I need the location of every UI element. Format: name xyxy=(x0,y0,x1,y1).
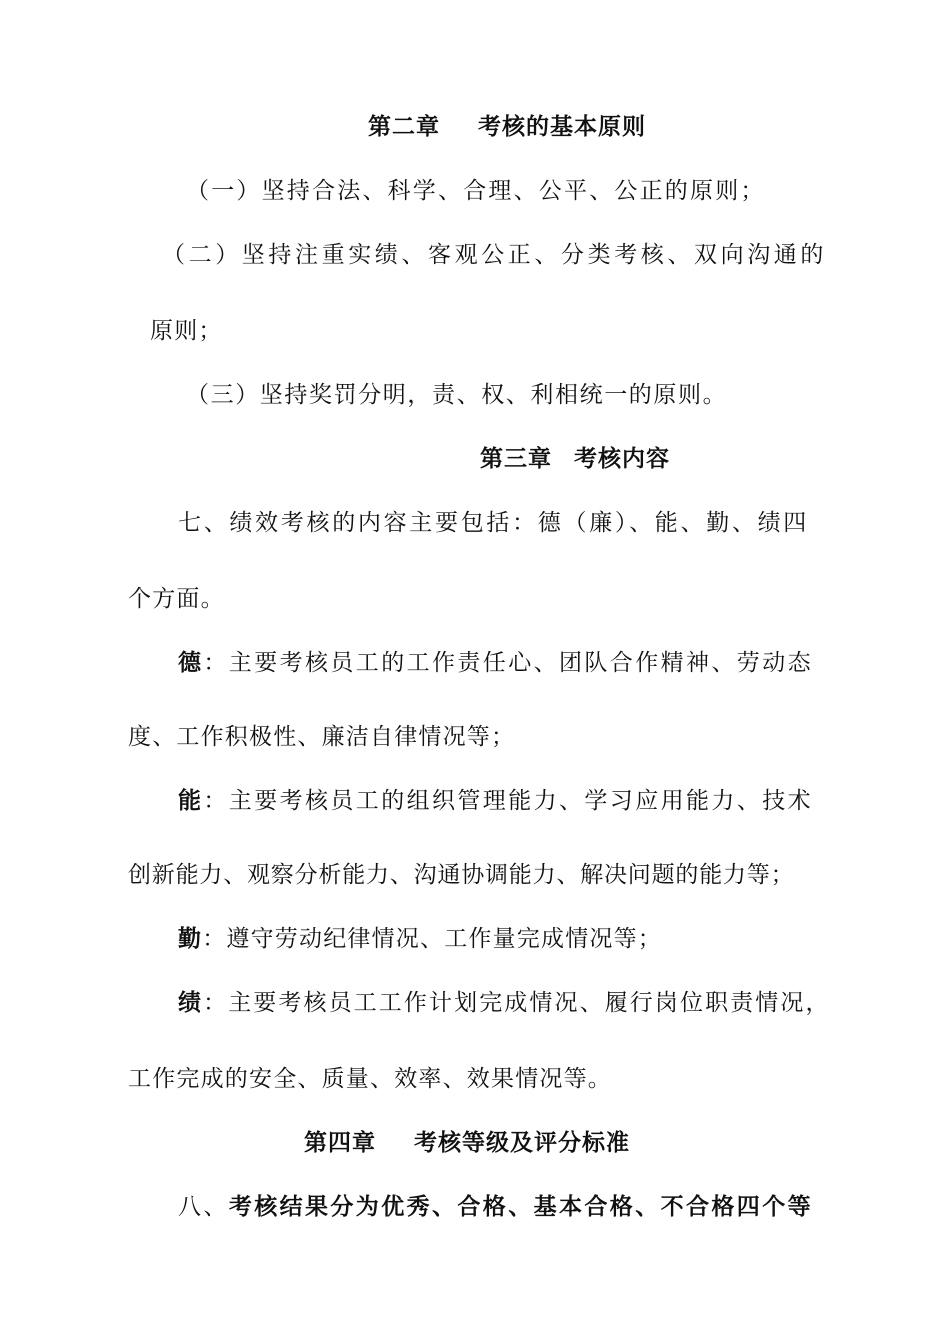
item-8-prefix: 八、 xyxy=(178,1194,229,1220)
de-label: 德 xyxy=(178,650,204,676)
neng-text-line-1: ：主要考核员工的组织管理能力、学习应用能力、技术 xyxy=(203,788,814,814)
item-7-line-1: 七、绩效考核的内容主要包括：德（廉）、能、勤、绩四 xyxy=(178,510,809,536)
principle-1: （一）坚持合法、科学、合理、公平、公正的原则； xyxy=(186,178,766,204)
chapter-2-heading xyxy=(368,112,646,142)
neng-paragraph-line-2: 创新能力、观察分析能力、沟通协调能力、解决问题的能力等； xyxy=(128,862,795,888)
chapter-3-number: 第三章 xyxy=(480,446,552,472)
qin-text: ：遵守劳动纪律情况、工作量完成情况等； xyxy=(202,926,663,952)
neng-paragraph-line-1 xyxy=(178,786,813,816)
chapter-3-heading xyxy=(480,444,670,474)
de-paragraph-line-2: 度、工作积极性、廉洁自律情况等； xyxy=(128,724,516,750)
item-8-line-1 xyxy=(178,1192,813,1222)
principle-3: （三）坚持奖罚分明，责、权、利相统一的原则。 xyxy=(186,382,728,408)
neng-label: 能 xyxy=(178,788,204,814)
chapter-4-title: 考核等级及评分标准 xyxy=(414,1130,630,1156)
qin-paragraph xyxy=(178,924,662,954)
chapter-4-heading xyxy=(304,1128,630,1158)
item-7-line-2: 个方面。 xyxy=(128,586,225,612)
chapter-2-title: 考核的基本原则 xyxy=(478,114,646,140)
chapter-2-number: 第二章 xyxy=(368,114,440,140)
chapter-4-number: 第四章 xyxy=(304,1130,376,1156)
item-8-text: 考核结果分为优秀、合格、基本合格、不合格四个等 xyxy=(228,1194,814,1220)
de-text-line-1: ：主要考核员工的工作责任心、团队合作精神、劳动态 xyxy=(203,650,814,676)
principle-2-line-1: （二）坚持注重实绩、客观公正、分类考核、双向沟通的 xyxy=(162,242,827,268)
ji-label: 绩 xyxy=(178,990,204,1016)
ji-text-line-1: ：主要考核员工工作计划完成情况、履行岗位职责情况， xyxy=(203,990,831,1016)
ji-paragraph-line-1 xyxy=(178,988,831,1018)
ji-paragraph-line-2: 工作完成的安全、质量、效率、效果情况等。 xyxy=(128,1066,612,1092)
de-paragraph-line-1 xyxy=(178,648,813,678)
principle-2-line-2: 原则； xyxy=(150,318,223,344)
qin-label: 勤 xyxy=(178,926,203,952)
chapter-3-title: 考核内容 xyxy=(574,446,670,472)
